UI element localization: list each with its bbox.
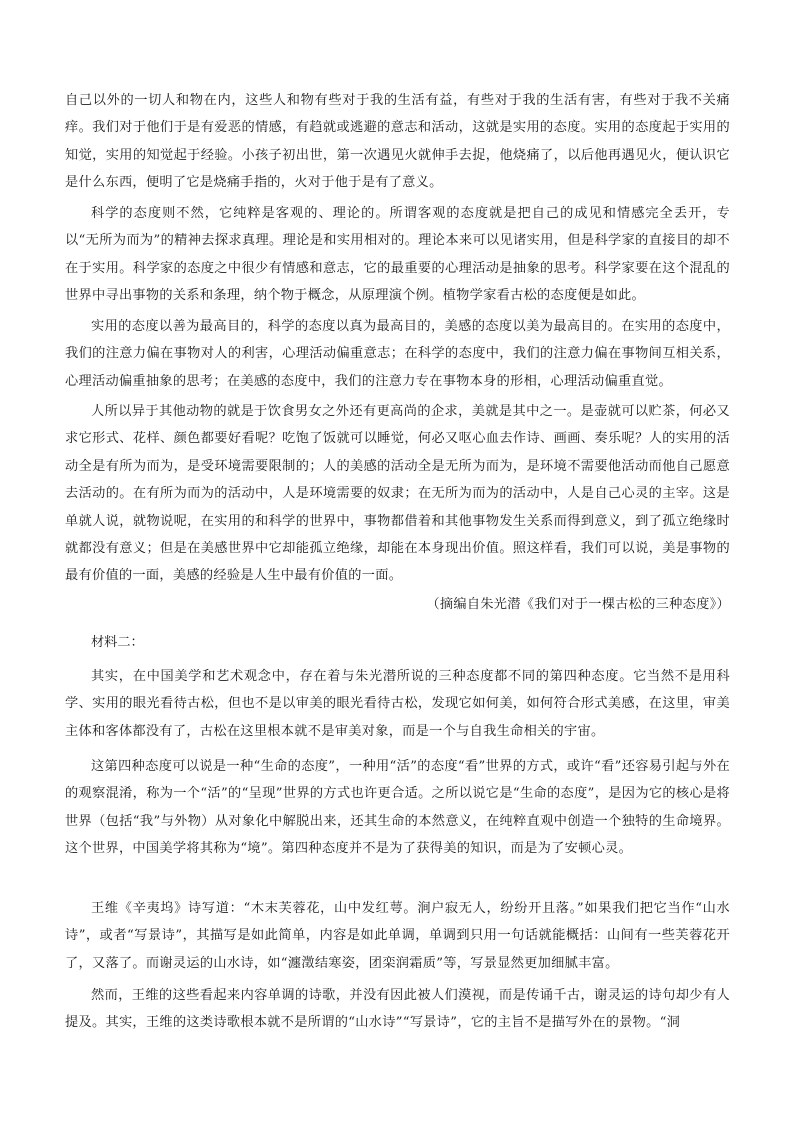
paragraph-4: 人所以异于其他动物的就是于饮食男女之外还有更高尚的企求，美就是其中之一。是壶就可以贮茶，何必又求它形式、花样、颜色都要好看呢？吃饱了饭就可以睡觉，何必又呕心血去作诗、画画、奏乐呢？人的实用的活动全是有所为而为，是受环境需要限制的；人的美感的活动全是无所为而为，是环境不需要他活动而他自己愿意去活动的。在有所为而为的活动中，人是环境需要的奴隶；在无所为而为的活动中，人是自己心灵的主宰。这是单就人说，就物说呢，在实用的和科学的世界中，事物都借着和其他事物发生关系而得到意义，到了孤立绝缘时就都没有意义；但是在美感世界中它却能孤立绝缘，却能在本身现出价值。照这样看，我们可以说，美是事物的最有价值的一面，美感的经验是人生中最有价值的一面。 — [65, 404, 730, 584]
paragraph-7: 王维《辛夷坞》诗写道：“木末芙蓉花，山中发红萼。涧户寂无人，纷纷开且落。”如果我们把它当作“山水诗”，或者“写景诗”，其描写是如此简单，内容是如此单调，单调到只用一句话就能概括：山间有一些芙蓉花开了，又落了。而谢灵运的山水诗，如“瀍澂结寒姿，团栾润霜质”等，写景显然更加细腻丰富。 — [65, 901, 730, 971]
paragraph-8: 然而，王维的这些看起来内容单调的诗歌，并没有因此被人们漠视，而是传诵千古，谢灵运的诗句却少有人提及。其实，王维的这类诗歌根本就不是所谓的“山水诗”“写景诗”，它的主旨不是描写外在的景物。“洞 — [65, 988, 730, 1031]
paragraph-3: 实用的态度以善为最高目的，科学的态度以真为最高目的，美感的态度以美为最高目的。在实用的态度中，我们的注意力偏在事物对人的利害，心理活动偏重意志；在科学的态度中，我们的注意力偏在事物间互相关系，心理活动偏重抽象的思考；在美感的态度中，我们的注意力专在事物本身的形相，心理活动偏重直觉。 — [65, 319, 730, 389]
material-2-label: 材料二： — [91, 635, 144, 650]
paragraph-5: 其实，在中国美学和艺术观念中，存在着与朱光潜所说的三种态度都不同的第四种态度。它当然不是用科学、实用的眼光看待古松，但也不是以审美的眼光看待古松，发现它如何美，如何符合形式美感，在这里，审美主体和客体都没有了，古松在这里根本就不是审美对象，而是一个与自我生命相关的宇宙。 — [65, 669, 730, 739]
paragraph-2: 科学的态度则不然，它纯粹是客观的、理论的。所谓客观的态度就是把自己的成见和情感完全丢开，专以“无所为而为”的精神去探求真理。理论是和实用相对的。理论本来可以见诸实用，但是科学家的直接目的却不在于实用。科学家的态度之中很少有情感和意志，它的最重要的心理活动是抽象的思考。科学家要在这个混乱的世界中寻出事物的关系和条理，纳个物于概念，从原理演个例。植物学家看古松的态度便是如此。 — [65, 206, 730, 304]
paragraph-1: 自己以外的一切人和物在内，这些人和物有些对于我的生活有益，有些对于我的生活有害，有些对于我不关痛痒。我们对于他们于是有爱恶的情感，有趋就或逃避的意志和活动，这就是实用的态度。实用的态度起于实用的知觉，实用的知觉起于经验。小孩子初出世，第一次遇见火就伸手去捉，他烧痛了，以后他再遇见火，便认识它是什么东西，便明了它是烧痛手指的，火对于他于是有了意义。 — [65, 93, 730, 191]
paragraph-6: 这第四种态度可以说是一种“生命的态度”，一种用“活”的态度“看”世界的方式，或许“看”还容易引起与外在的观察混淆，称为一个“活”的“呈现”世界的方式也许更合适。之所以说它是“生命的态度”，是因为它的核心是将世界（包括“我”与外物）从对象化中解脱出来，还其生命的本然意义，在纯粹直观中创造一个独特的生命境界。这个世界，中国美学将其称为“境”。第四种态度并不是为了获得美的知识，而是为了安顿心灵。 — [65, 759, 730, 857]
source-citation: （摘编自朱光潜《我们对于一棵古松的三种态度》） — [426, 597, 730, 612]
